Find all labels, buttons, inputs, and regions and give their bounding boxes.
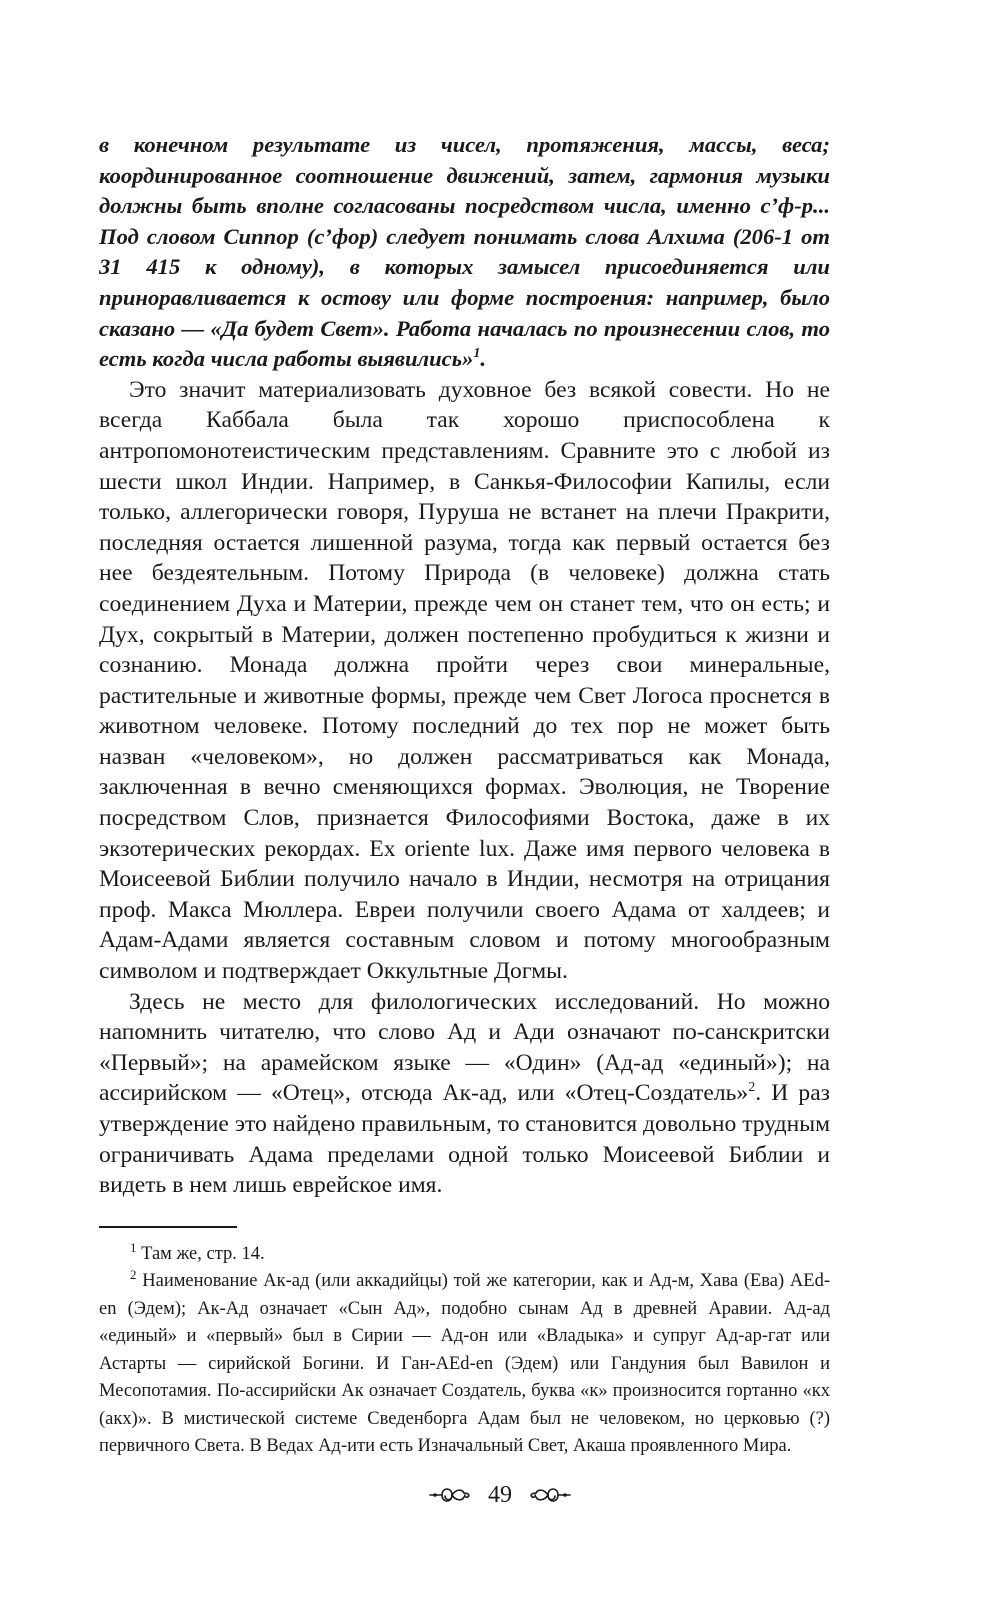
- footnote-separator: [99, 1226, 237, 1228]
- paragraph: Это значит материализовать духовное без всякой совести. Но не всегда Каббала была так хорошо приспособлена к антропомонотеистическим представлениям. Сравните это с любой из шести школ Индии. Например, в Санкья-Философии Капилы, если только, аллегорически говоря, Пуруша не встанет на плечи Пракрити, последняя остается лишенной разума, тогда как первый остается без нее бездеятельным. Потому Природа (в человеке) должна стать соединением Духа и Материи, прежде чем он станет тем, что он есть; и Дух, сокрытый в Материи, должен постепенно пробудиться к жизни и сознанию. Монада должна пройти через свои минеральные, растительные и животные формы, прежде чем Свет Логоса проснется в животном человеке. Потому последний до тех пор не может быть назван «человеком», но должен рассматриваться как Монада, заключенная в вечно сменяющихся формах. Эволюция, не Творение посредством Слов, признается Философиями Востока, даже в их экзотерических рекордах. Ex oriente lux. Даже имя первого человека в Моисеевой Библии получило начало в Индии, несмотря на отрицания проф. Макса Мюллера. Евреи получили своего Адама от халдеев; и Адам-Адами является составным словом и потому многообразным символом и подтверждает Оккультные Догмы.: [99, 376, 830, 985]
- footnote-number: 2: [130, 1267, 137, 1283]
- page-footer: [0, 1480, 1000, 1510]
- footnote-number: 1: [130, 1239, 137, 1255]
- quote-text: в конечном результате из чисел, протяжения, массы, веса; координированное соотношение движений, затем, гармония музыки должны быть вполне согласованы посредством числа, именно с’ф-р... Под словом Сиппор (с’фор) следует понимать слова Алхима (206-1 от 31 415 к одному), в которых замысел присоединяется или приноравливается к остову или форме построения: например, было сказано — «Да будет Свет». Работа началась по произнесении слов, то есть когда числа работы выявились»: [99, 132, 830, 372]
- footnote-text: Наименование Ак-ад (или аккадийцы) той же категории, как и Ад-м, Хава (Ева) AEd-en (Эдем); Ак-Ад означает «Сын Ад», подобно сынам Ад в древней Аравии. Ад-ад «единый» и «первый» был в Сирии — Ад-он или «Владыка» и супруг Ад-ар-гат или Астарты — сирийской Богини. И Ган-AEd-en (Эдем) или Гандуния был Вавилон и Месопотамия. По-ассирийски Ак означает Создатель, буква «к» произносится гортанно «кх (акх)». В мистической системе Сведенборга Адам был не человеком, но церковью (?) первичного Света. В Ведах Ад-ити есть Изначальный Свет, Акаша проявленного Мира.: [99, 1271, 830, 1457]
- footnote-text: Там же, стр. 14.: [136, 1243, 265, 1264]
- page-number: 49: [488, 1482, 512, 1508]
- footnote: [99, 1241, 830, 1269]
- footnote: [99, 1268, 830, 1461]
- paragraph: [99, 987, 830, 1201]
- page-body: [99, 130, 830, 1461]
- paragraph-text: Здесь не место для филологических исследований. Но можно напомнить читателю, что слово Ад и Ади означают по-санскритски «Первый»; на арамейском языке — «Один» (Ад-ад «единый»); на ассирийском — «Отец», отсюда Ак-ад, или «Отец-Создатель»: [99, 988, 830, 1107]
- fleuron-icon: [428, 1483, 472, 1507]
- footnote-ref: 2: [748, 1080, 756, 1096]
- quote-block: в конечном результате из чисел, протяжения, массы, веса; координированное соотношение движений, затем, гармония музыки должны быть вполне согласованы посредством числа, именно с’ф-р... Под словом Сиппор (с’фор) следует понимать слова Алхима (206-1 от 31 415 к одному), в которых замысел присоединяется или приноравливается к остову или форме построения: например, было сказано — «Да будет Свет». Работа началась по произнесении слов, то есть когда числа работы выявились»$^1$.: [99, 132, 830, 372]
- fleuron-icon: [528, 1483, 572, 1507]
- paragraph-text: . И раз утверждение это найдено правильным, то становится довольно трудным ограничивать Адама пределами одной только Моисеевой Библии и видеть в нем лишь еврейское имя.: [99, 1080, 831, 1199]
- footnote-ref: 1: [473, 346, 481, 362]
